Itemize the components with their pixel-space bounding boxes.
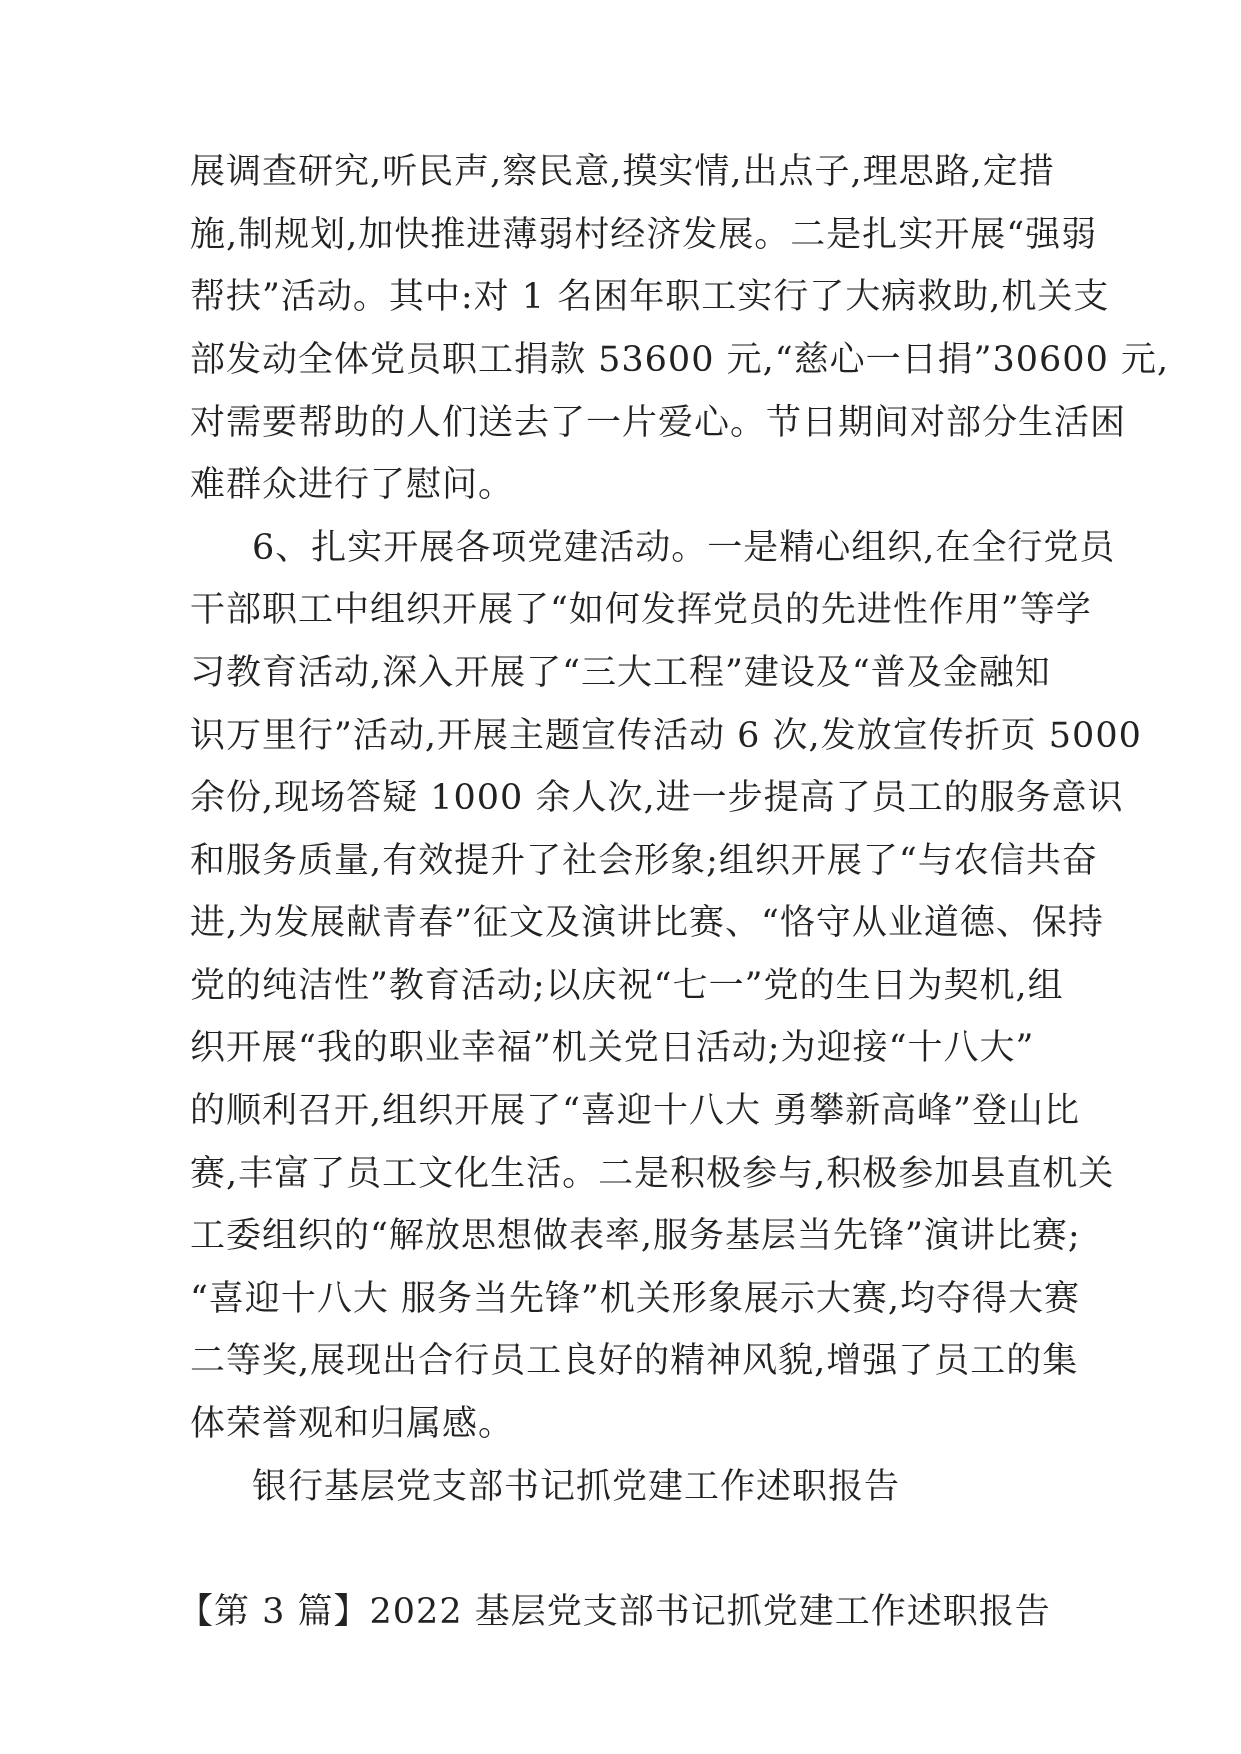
paragraph-line: 识万里行”活动,开展主题宣传活动 6 次,发放宣传折页 5000 bbox=[190, 716, 1142, 756]
paragraph-line: 难群众进行了慰问。 bbox=[190, 465, 515, 505]
paragraph-line: 党的纯洁性”教育活动;以庆祝“七一”党的生日为契机,组 bbox=[190, 966, 1064, 1006]
paragraph-line: 的顺利召开,组织开展了“喜迎十八大 勇攀新高峰”登山比 bbox=[190, 1091, 1081, 1131]
section-heading: 【第 3 篇】2022 基层党支部书记抓党建工作述职报告 bbox=[178, 1592, 1051, 1632]
paragraph-line: 展调查研究,听民声,察民意,摸实情,出点子,理思路,定措 bbox=[190, 152, 1055, 192]
section-title: 银行基层党支部书记抓党建工作述职报告 bbox=[252, 1467, 901, 1507]
paragraph-line: 工委组织的“解放思想做表率,服务基层当先锋”演讲比赛; bbox=[190, 1216, 1081, 1256]
paragraph-line: 6、扎实开展各项党建活动。一是精心组织,在全行党员 bbox=[252, 528, 1116, 568]
paragraph-line: “喜迎十八大 服务当先锋”机关形象展示大赛,均夺得大赛 bbox=[190, 1279, 1081, 1319]
paragraph-line: 干部职工中组织开展了“如何发挥党员的先进性作用”等学 bbox=[190, 590, 1092, 630]
paragraph-line: 进,为发展献青春”征文及演讲比赛、“恪守从业道德、保持 bbox=[190, 903, 1104, 943]
paragraph-line: 体荣誉观和归属感。 bbox=[190, 1404, 515, 1444]
paragraph-line: 施,制规划,加快推进薄弱村经济发展。二是扎实开展“强弱 bbox=[190, 215, 1098, 255]
paragraph-line: 部发动全体党员职工捐款 53600 元,“慈心一日捐”30600 元, bbox=[190, 340, 1170, 380]
paragraph-line: 和服务质量,有效提升了社会形象;组织开展了“与农信共奋 bbox=[190, 841, 1098, 881]
paragraph-line: 余份,现场答疑 1000 余人次,进一步提高了员工的服务意识 bbox=[190, 778, 1124, 818]
paragraph-line: 二等奖,展现出合行员工良好的精神风貌,增强了员工的集 bbox=[190, 1341, 1079, 1381]
paragraph-line: 织开展“我的职业幸福”机关党日活动;为迎接“十八大” bbox=[190, 1028, 1035, 1068]
paragraph-line: 赛,丰富了员工文化生活。二是积极参与,积极参加县直机关 bbox=[190, 1154, 1115, 1194]
paragraph-line: 帮扶”活动。其中:对 1 名困年职工实行了大病救助,机关支 bbox=[190, 277, 1110, 317]
paragraph-line: 习教育活动,深入开展了“三大工程”建设及“普及金融知 bbox=[190, 653, 1051, 693]
paragraph-line: 对需要帮助的人们送去了一片爱心。节日期间对部分生活困 bbox=[190, 403, 1127, 443]
